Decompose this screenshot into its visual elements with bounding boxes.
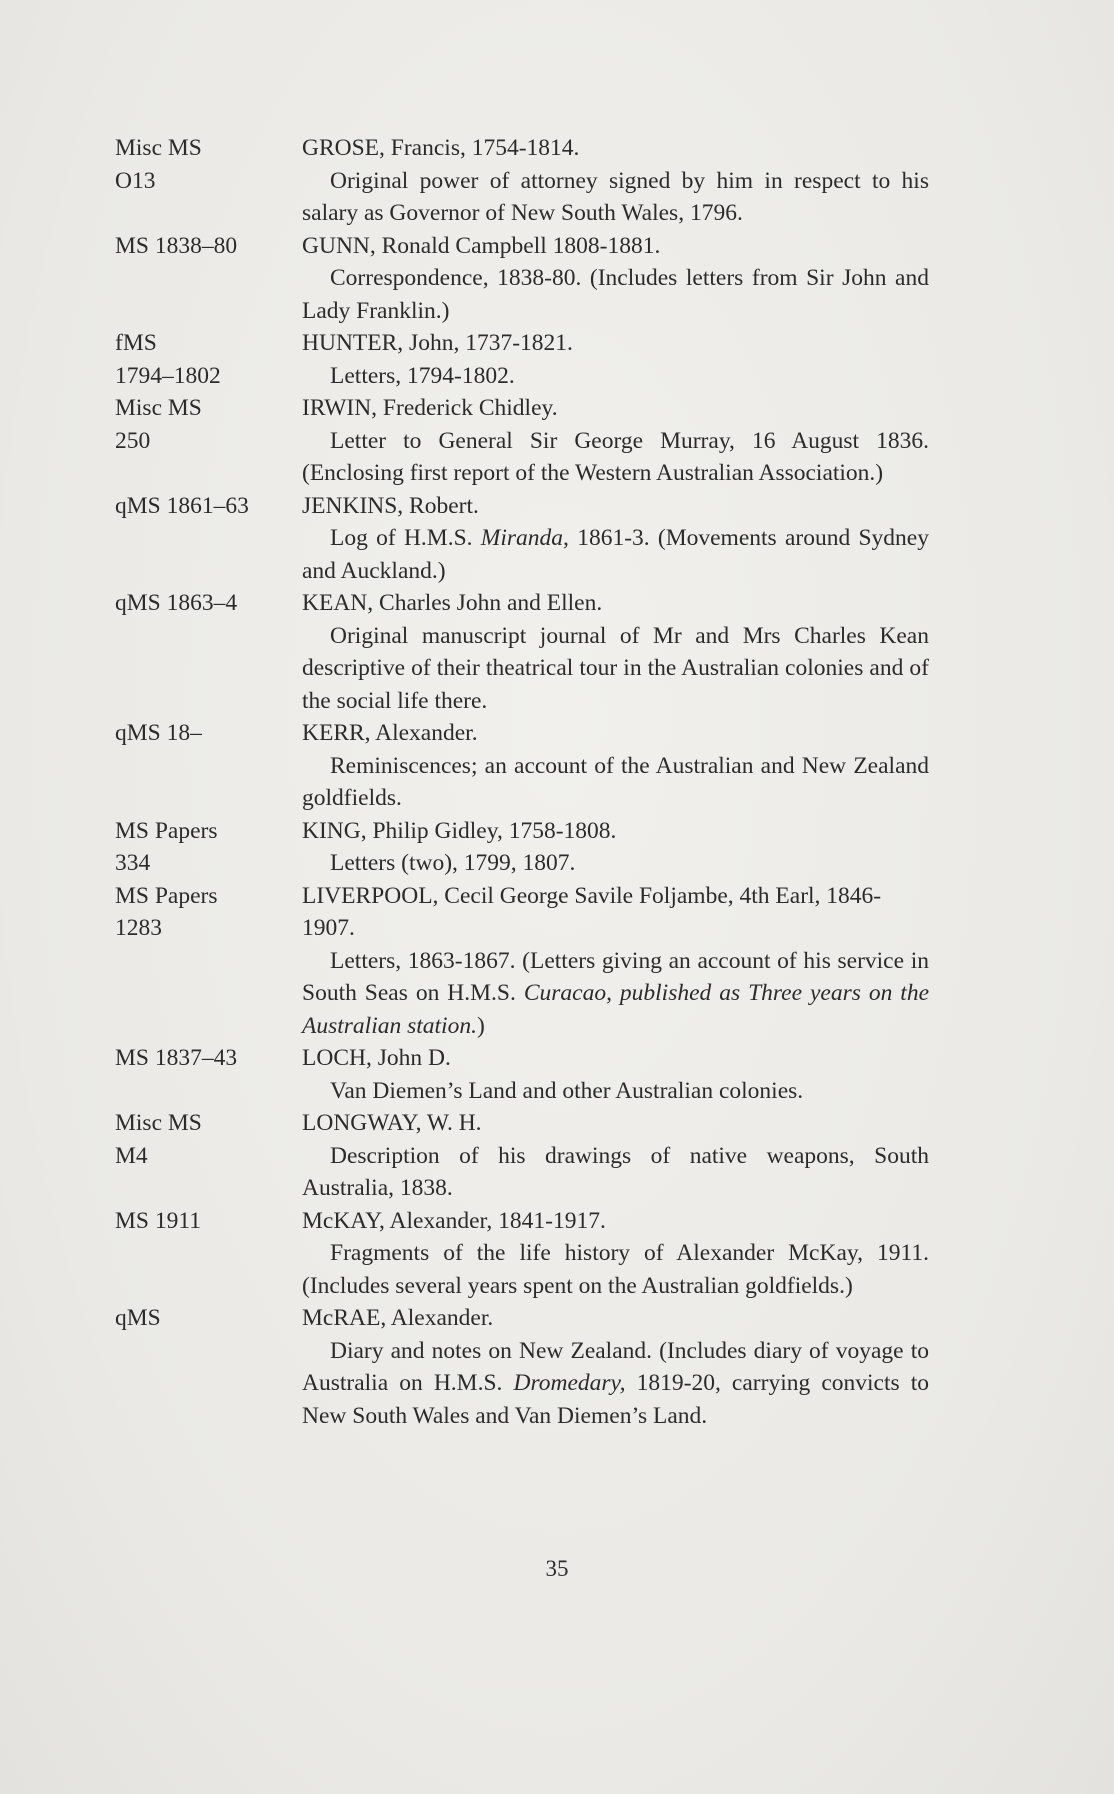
shelf-mark (115, 490, 302, 588)
entry-body (302, 132, 929, 230)
entry-body (302, 1302, 929, 1432)
entry-heading: JENKINS, Robert. (302, 492, 479, 519)
entry-description: Description of his drawings of native weapons, South Australia, 1838. (302, 1142, 929, 1201)
entry-description: Original power of attorney signed by him in respect to his salary as Governor of New South Wales, 1796. (302, 167, 929, 226)
entry-heading: KEAN, Charles John and Ellen. (302, 590, 603, 616)
catalogue-entry (115, 1107, 929, 1205)
ship-and-publication: Curacao, published as Three years on the Australian station. (302, 980, 929, 1039)
entry-description (302, 522, 929, 587)
shelf-line: MS 1911 (115, 1207, 201, 1234)
entry-body (302, 717, 929, 815)
entry-body (302, 1042, 929, 1107)
shelf-mark (115, 392, 302, 490)
shelf-mark (115, 587, 302, 717)
shelf-mark (115, 815, 302, 880)
page-number: 35 (545, 1556, 569, 1581)
entry-heading: GROSE, Francis, 1754-1814. (302, 135, 580, 161)
description-text: Letters, 1863-1867. (Letters giving an account of his service in South Seas on H.M.S. (302, 947, 929, 1006)
entry-description: Letters (two), 1799, 1807. (330, 850, 576, 876)
entry-heading: GUNN, Ronald Campbell 1808-1881. (302, 232, 661, 259)
description-text: 1819-20, carrying convicts to New South Wales and Van Diemen’s Land. (302, 1370, 929, 1429)
shelf-line: MS 1838–80 (115, 232, 238, 259)
shelf-line: 1283 (115, 915, 162, 941)
catalogue-entry (115, 587, 929, 717)
entry-description: Van Diemen’s Land and other Australian colonies. (330, 1077, 804, 1104)
entry-heading: IRWIN, Frederick Chidley. (302, 395, 558, 421)
shelf-mark (115, 230, 302, 328)
shelf-mark (115, 132, 302, 230)
catalogue-entry (115, 1205, 929, 1303)
catalogue-entry (115, 230, 929, 328)
entry-description: Reminiscences; an account of the Australian and New Zealand goldfields. (302, 752, 929, 811)
entry-heading: LONGWAY, W. H. (302, 1110, 482, 1136)
ship-name: Miranda, (480, 525, 569, 551)
shelf-line: O13 (115, 167, 156, 194)
shelf-line: Misc MS (115, 395, 202, 421)
catalogue-entry (115, 880, 929, 1043)
shelf-line: qMS 18– (115, 720, 202, 746)
catalogue-entry (115, 132, 929, 230)
shelf-mark (115, 1302, 302, 1432)
shelf-line: fMS (115, 330, 157, 356)
entry-body (302, 327, 929, 392)
shelf-line: MS Papers (115, 882, 218, 909)
shelf-line: MS 1837–43 (115, 1045, 238, 1071)
shelf-line: qMS 1861–63 (115, 492, 249, 519)
entry-heading: KING, Philip Gidley, 1758-1808. (302, 817, 617, 844)
entry-body (302, 490, 929, 588)
shelf-mark (115, 1107, 302, 1205)
entry-body (302, 880, 929, 1043)
shelf-line: M4 (115, 1142, 148, 1169)
shelf-mark (115, 1042, 302, 1107)
entry-heading: KERR, Alexander. (302, 720, 478, 746)
entry-description: Letters, 1794-1802. (330, 362, 515, 389)
ship-name: Dromedary, (513, 1370, 626, 1396)
entry-description: Fragments of the life history of Alexander McKay, 1911. (Includes several years spent on the Australian goldfields.) (302, 1240, 929, 1299)
entry-description (302, 945, 929, 1043)
shelf-line: Misc MS (115, 1110, 202, 1136)
catalogue-list (115, 132, 929, 1432)
entry-body (302, 230, 929, 328)
description-text: ) (476, 1012, 485, 1039)
description-text: Diary and notes on New Zealand. (Includes diary of voyage to Australia on H.M.S. (302, 1337, 929, 1396)
entry-heading: McRAE, Alexander. (302, 1305, 494, 1331)
entry-description: Correspondence, 1838-80. (Includes letters from Sir John and Lady Franklin.) (302, 265, 929, 324)
shelf-line: qMS 1863–4 (115, 590, 238, 616)
entry-body (302, 1205, 929, 1303)
entry-heading: HUNTER, John, 1737-1821. (302, 330, 573, 356)
entry-heading: LOCH, John D. (302, 1045, 451, 1071)
catalogue-entry (115, 490, 929, 588)
shelf-mark (115, 717, 302, 815)
entry-body (302, 587, 929, 717)
shelf-mark (115, 1205, 302, 1303)
shelf-line: qMS (115, 1305, 161, 1331)
catalogue-entry (115, 815, 929, 880)
shelf-line: MS Papers (115, 817, 218, 844)
description-text: Log of H.M.S. (330, 525, 481, 551)
entry-description (302, 1335, 929, 1433)
shelf-mark (115, 327, 302, 392)
entry-heading: LIVERPOOL, Cecil George Savile Foljambe, 4th Earl, 1846-1907. (302, 882, 882, 941)
entry-body (302, 392, 929, 490)
entry-body (302, 815, 929, 880)
entry-heading: McKAY, Alexander, 1841-1917. (302, 1207, 606, 1234)
catalogue-entry (115, 392, 929, 490)
catalogue-entry (115, 717, 929, 815)
shelf-line: 334 (115, 850, 151, 876)
catalogue-entry (115, 327, 929, 392)
catalogue-entry (115, 1042, 929, 1107)
description-text: 1861-3. (Movements around Sydney and Auckland.) (302, 525, 929, 584)
entry-description: Original manuscript journal of Mr and Mrs Charles Kean descriptive of their theatrical tour in the Australian colonies and of the social life there. (302, 622, 929, 714)
shelf-mark (115, 880, 302, 1043)
catalogue-entry (115, 1302, 929, 1432)
entry-description: Letter to General Sir George Murray, 16 August 1836. (Enclosing first report of the Western Australian Association.) (302, 427, 929, 486)
shelf-line: Misc MS (115, 135, 202, 161)
shelf-line: 250 (115, 427, 151, 454)
shelf-line: 1794–1802 (115, 362, 221, 389)
entry-body (302, 1107, 929, 1205)
